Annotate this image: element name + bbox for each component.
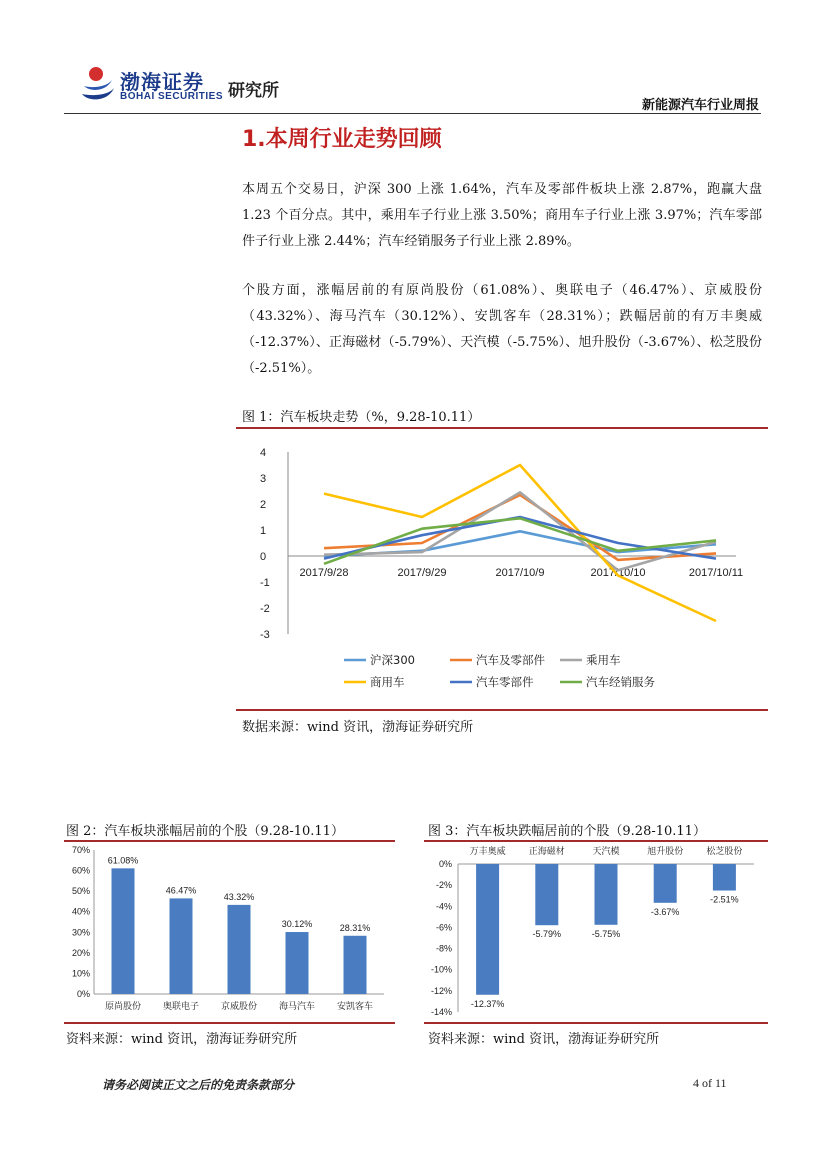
bar-value-label: 61.08% bbox=[107, 855, 139, 866]
bar bbox=[595, 864, 618, 925]
bar bbox=[654, 864, 677, 903]
logo-department: 研究所 bbox=[228, 81, 279, 101]
y-tick-label: 0% bbox=[438, 859, 452, 869]
y-tick-label: -8% bbox=[435, 943, 452, 954]
figure-1-source: 数据来源：wind 资讯，渤海证券研究所 bbox=[242, 720, 474, 735]
bar bbox=[535, 864, 558, 925]
y-tick-label: -3 bbox=[260, 629, 270, 641]
figure-2-source: 资料来源：wind 资讯，渤海证券研究所 bbox=[66, 1032, 298, 1047]
bar-value-label: -2.51% bbox=[710, 894, 739, 905]
y-tick-label: -10% bbox=[430, 964, 452, 975]
legend-label: 汽车经销服务 bbox=[586, 675, 655, 689]
bar bbox=[112, 868, 135, 994]
section-title: 1.本周行业走势回顾 bbox=[242, 127, 442, 152]
y-tick-label: -1 bbox=[260, 577, 270, 589]
x-tick-label: 旭升股份 bbox=[647, 846, 684, 856]
y-tick-label: -2 bbox=[260, 603, 270, 615]
y-tick-label: -12% bbox=[430, 985, 452, 996]
paragraph-market-summary: 本周五个交易日，沪深 300 上涨 1.64%，汽车及零部件板块上涨 2.87%，跑赢大盘 1.23 个百分点。其中，乘用车子行业上涨 3.50%；商用车子行业上涨 3.97%；汽车零部件子行业上涨 2.44%；汽车经销服务子行业上涨 2.89%。 bbox=[242, 182, 762, 249]
footer-disclaimer-note: 请务必阅读正文之后的免责条款部分 bbox=[102, 1078, 295, 1092]
y-tick-label: -14% bbox=[430, 1007, 452, 1017]
bar bbox=[228, 905, 251, 994]
y-tick-label: 60% bbox=[71, 865, 90, 876]
logo-english-name: BOHAI SECURITIES bbox=[120, 91, 224, 102]
page-header bbox=[0, 0, 827, 120]
bar-value-label: -5.75% bbox=[591, 928, 621, 939]
x-tick-label: 原尚股份 bbox=[104, 1001, 142, 1011]
footer-page-number: 4 of 11 bbox=[693, 1076, 727, 1090]
figure-1-top-rule bbox=[236, 427, 768, 429]
y-tick-label: 0 bbox=[260, 551, 267, 563]
x-tick-label: 松芝股份 bbox=[706, 846, 743, 856]
bar bbox=[170, 898, 193, 994]
y-tick-label: 3 bbox=[260, 473, 267, 485]
y-tick-label: -6% bbox=[435, 922, 452, 933]
legend-label: 乘用车 bbox=[586, 653, 621, 667]
y-tick-label: 20% bbox=[71, 947, 90, 958]
x-tick-label: 安凯客车 bbox=[336, 1001, 374, 1011]
bar-value-label: 28.31% bbox=[339, 922, 371, 933]
bar-value-label: 30.12% bbox=[281, 919, 313, 930]
x-tick-label: 奥联电子 bbox=[162, 1001, 200, 1011]
figure-3-title: 图 3：汽车板块跌幅居前的个股（9.28-10.11） bbox=[428, 824, 706, 839]
bar-value-label: 46.47% bbox=[165, 885, 197, 896]
report-title: 新能源汽车行业周报 bbox=[641, 98, 759, 113]
y-tick-label: 1 bbox=[260, 525, 267, 537]
x-tick-label: 2017/9/29 bbox=[397, 567, 447, 579]
figure-2-bottom-rule bbox=[64, 1022, 395, 1024]
legend-label: 沪深300 bbox=[370, 653, 415, 667]
bar bbox=[286, 932, 309, 994]
bar-value-label: -5.79% bbox=[532, 929, 562, 940]
legend-label: 汽车及零部件 bbox=[476, 653, 545, 667]
y-tick-label: 2 bbox=[260, 499, 267, 511]
x-tick-label: 万丰奥威 bbox=[469, 846, 506, 856]
x-tick-label: 2017/9/28 bbox=[299, 567, 349, 579]
x-tick-label: 2017/10/11 bbox=[688, 567, 744, 579]
bar-value-label: 43.32% bbox=[223, 891, 255, 902]
x-tick-label: 2017/10/9 bbox=[495, 567, 545, 579]
line-chart-sector-trend bbox=[236, 432, 768, 707]
header-divider bbox=[64, 113, 761, 114]
paragraph-stock-summary: 个股方面，涨幅居前的有原尚股份（61.08%）、奥联电子（46.47%）、京威股份（43.32%）、海马汽车（30.12%）、安凯客车（28.31%）；跌幅居前的有万丰奥威（-12.37%）、正海磁材（-5.79%）、天汽模（-5.75%）、旭升股份（-3.67%）、松芝股份（-2.51%）。 bbox=[242, 283, 762, 376]
bar-chart-top-gainers bbox=[64, 842, 395, 1022]
y-tick-label: 70% bbox=[71, 845, 90, 855]
y-tick-label: -4% bbox=[435, 901, 452, 912]
y-tick-label: 40% bbox=[71, 906, 90, 917]
x-tick-label: 天汽模 bbox=[592, 846, 620, 856]
bar-value-label: -12.37% bbox=[470, 998, 505, 1009]
logo-chinese-name: 渤海证券 bbox=[120, 70, 204, 94]
bar bbox=[476, 864, 499, 995]
figure-3-bottom-rule bbox=[424, 1022, 768, 1024]
x-tick-label: 海马汽车 bbox=[278, 1001, 316, 1011]
y-tick-label: 50% bbox=[71, 886, 90, 897]
legend-label: 汽车零部件 bbox=[476, 675, 534, 689]
y-tick-label: 4 bbox=[260, 447, 267, 459]
legend-label: 商用车 bbox=[370, 675, 405, 689]
x-tick-label: 正海磁材 bbox=[528, 846, 565, 856]
bar bbox=[344, 936, 367, 994]
bar bbox=[713, 864, 736, 891]
x-tick-label: 京威股份 bbox=[220, 1001, 258, 1011]
bar-value-label: -3.67% bbox=[650, 906, 680, 917]
bohai-logo-icon bbox=[78, 64, 118, 104]
figure-3-source: 资料来源：wind 资讯，渤海证券研究所 bbox=[428, 1032, 660, 1047]
y-tick-label: -2% bbox=[435, 880, 452, 891]
bar-chart-top-losers bbox=[424, 842, 768, 1022]
y-tick-label: 30% bbox=[71, 927, 90, 938]
figure-2-title: 图 2：汽车板块涨幅居前的个股（9.28-10.11） bbox=[66, 824, 344, 839]
x-tick-label: 2017/10/10 bbox=[590, 567, 646, 579]
figure-1-title: 图 1：汽车板块走势（%，9.28-10.11） bbox=[242, 410, 481, 425]
figure-1-bottom-rule bbox=[236, 709, 768, 711]
y-tick-label: 10% bbox=[71, 968, 90, 979]
y-tick-label: 0% bbox=[76, 989, 90, 999]
